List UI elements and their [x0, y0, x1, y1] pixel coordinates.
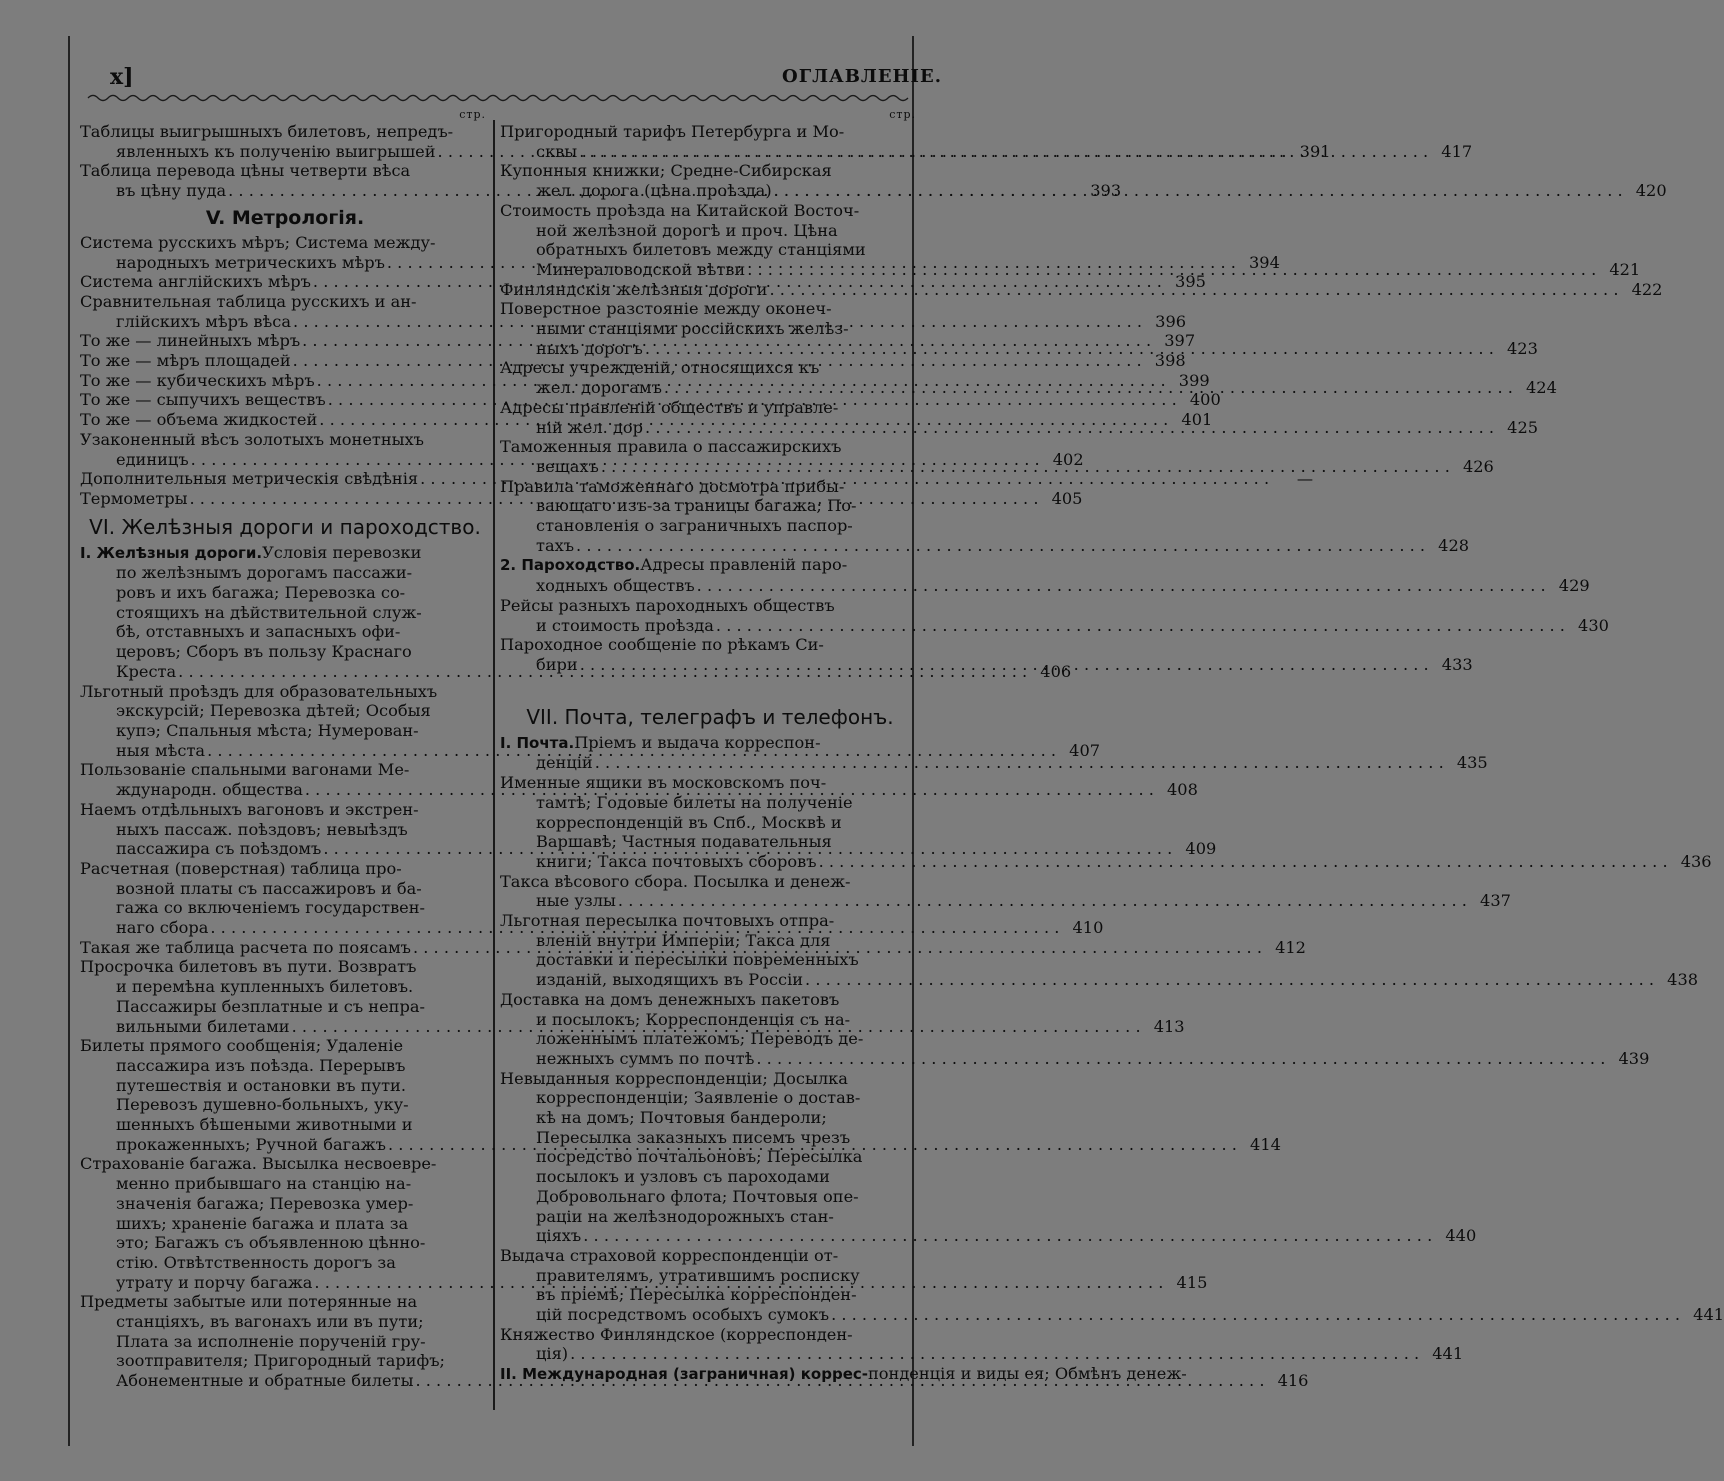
toc-entry-line	[500, 1069, 920, 1089]
toc-page-number: —	[1296, 469, 1314, 489]
toc-entry-text: стію. Отвѣтственность дорогъ за	[116, 1252, 396, 1272]
toc-entry-line	[500, 891, 1511, 911]
toc-entry-line	[500, 596, 920, 616]
toc-entry-text: То же — кубическихъ мѣръ	[80, 370, 315, 390]
toc-entry	[500, 555, 1590, 596]
toc-entry-text: ждународн. общества	[116, 780, 303, 800]
toc-entry-line	[80, 957, 490, 977]
toc-entry-line	[80, 1312, 490, 1332]
toc-entry-line	[80, 1351, 490, 1371]
toc-page-number: 420	[1635, 181, 1667, 201]
toc-entry-line	[80, 898, 490, 918]
toc-subsection-keyword: I. Желѣзныя дороги.	[80, 543, 263, 562]
toc-entry-line	[80, 1214, 490, 1234]
toc-entry-text: бѣ, отставныхъ и запасныхъ офи-	[116, 622, 401, 642]
toc-entry-line	[500, 1147, 920, 1167]
toc-entry-line	[80, 543, 490, 564]
toc-entry-line	[80, 1154, 490, 1174]
toc-entry-line	[500, 851, 1712, 872]
toc-entry-text: посылокъ и узловъ съ пароходами	[536, 1167, 830, 1187]
toc-page-number: 402	[1052, 449, 1084, 469]
toc-entry-line	[500, 911, 920, 931]
toc-entry-text: доставки и пересылки повременныхъ	[536, 950, 859, 970]
toc-entry-line	[500, 1305, 1724, 1325]
toc-entry-line	[500, 990, 920, 1010]
toc-entry-text: наго сбора	[116, 918, 209, 938]
toc-entry-line	[80, 701, 490, 721]
toc-entry-line	[500, 1029, 920, 1049]
toc-page-number: 428	[1438, 535, 1470, 555]
toc-entry-line	[80, 1233, 490, 1253]
toc-entry-text: ныхъ пассаж. поѣздовъ; невыѣздъ	[116, 819, 408, 839]
toc-entry-text: Правила таможеннаго досмотра прибы-	[500, 476, 845, 496]
leader-dots	[576, 536, 1425, 556]
toc-page-number: 440	[1445, 1226, 1477, 1246]
toc-entry-text: Расчетная (поверстная) таблица про-	[80, 858, 402, 878]
toc-entry-text: Адресы правленій обществъ и управле-	[500, 397, 839, 417]
toc-entry-text: возной платы съ пассажировъ и ба-	[116, 878, 422, 898]
toc-entry	[500, 1364, 1187, 1385]
toc-entry-line	[500, 1048, 1650, 1069]
toc-entry-text: Варшавѣ; Частныя подавательныя	[536, 832, 832, 852]
toc-page-number: 398	[1154, 351, 1186, 371]
toc-entry-line	[500, 496, 920, 516]
toc-entry-text: единицъ	[116, 449, 189, 469]
toc-subsection-keyword: II. Международная (заграничная) коррес-	[500, 1365, 868, 1384]
toc-entry-text: сквы	[536, 141, 578, 161]
toc-entry-text: тамтѣ; Годовые билеты на полученіе	[536, 792, 853, 812]
toc-entry-line	[80, 1174, 490, 1194]
toc-page-number: 391	[1299, 141, 1331, 161]
toc-entry-text: Адресы правленій паро-	[640, 555, 848, 575]
toc-page-number: 430	[1578, 615, 1609, 635]
toc-entry-text: Пользованіе спальными вагонами Ме-	[80, 760, 410, 780]
toc-entry-text: ходныхъ обществъ	[536, 576, 695, 596]
toc-entry-line	[80, 800, 490, 820]
leader-dots	[716, 616, 1565, 636]
toc-entry-line	[500, 1108, 920, 1128]
toc-entry-line	[80, 122, 490, 142]
toc-entry-text: Перевозъ душевно-больныхъ, уку-	[116, 1095, 409, 1115]
toc-entry-line	[500, 122, 920, 142]
leader-dots	[747, 260, 1596, 280]
toc-page-number: 441	[1432, 1344, 1464, 1364]
toc-entry	[500, 871, 1511, 911]
toc-entry-line	[500, 931, 920, 951]
toc-entry-text: Финляндскія желѣзныя дороги	[500, 279, 768, 299]
toc-entry-text: ные узлы	[536, 891, 616, 911]
toc-entry-line	[500, 733, 920, 754]
toc-page-number: 441	[1693, 1305, 1724, 1325]
leader-dots	[583, 1226, 1432, 1246]
toc-page-number: 435	[1456, 753, 1488, 773]
toc-page-number: 429	[1558, 576, 1590, 596]
toc-entry-text: станціяхъ, въ вагонахъ или въ пути;	[116, 1312, 424, 1332]
toc-entry-line	[80, 233, 490, 253]
toc-entry-text: Поверстное разстояніе между оконеч-	[500, 299, 832, 319]
toc-entry-text: Страхованіе багажа. Высылка несвоевре-	[80, 1154, 437, 1174]
toc-entry-text: нежныхъ суммъ по почтѣ	[536, 1048, 755, 1068]
toc-entry-text: ными станціями россійскихъ желѣз-	[536, 319, 849, 339]
toc-entry-text: вленій внутри Имперіи; Такса для	[536, 930, 831, 950]
leader-dots	[819, 852, 1668, 872]
toc-page-number: 410	[1072, 918, 1104, 938]
toc-entry-line	[80, 682, 490, 702]
toc-page-number: 416	[1277, 1371, 1309, 1391]
toc-entry-line	[500, 1187, 920, 1207]
toc-entry-text: ныя мѣста	[116, 740, 206, 760]
toc-entry-line	[500, 872, 920, 892]
toc-entry-text: Наемъ отдѣльныхъ вагоновъ и экстрен-	[80, 799, 419, 819]
toc-page-number: 405	[1051, 488, 1083, 508]
toc-page-number: 415	[1176, 1272, 1208, 1292]
toc-page-number: 406	[1040, 661, 1072, 681]
leader-dots	[579, 142, 1428, 162]
toc-page-number: 436	[1680, 851, 1712, 871]
toc-entry-text: жел. дорогамъ	[536, 378, 662, 398]
toc-entry-text: купэ; Спальныя мѣста; Нумерован-	[116, 720, 419, 740]
toc-entry-text: раціи на желѣзнодорожныхъ стан-	[536, 1206, 834, 1226]
section-heading-v: V. Метрологія.	[205, 206, 365, 229]
toc-entry-line	[80, 1076, 490, 1096]
toc-entry-line	[500, 753, 1488, 773]
toc-entry-text: утрату и порчу багажа	[116, 1272, 313, 1292]
toc-entry-text: жел. дорога (цѣна проѣзда)	[536, 181, 772, 201]
toc-entry-text: Купонныя книжки; Средне-Сибирская	[500, 161, 832, 181]
leader-dots	[831, 1305, 1680, 1325]
toc-entry-line	[80, 820, 490, 840]
toc-entry-text: пассажира съ поѣздомъ	[116, 839, 322, 859]
toc-entry-text: менно прибывшаго на станцію на-	[116, 1174, 412, 1194]
toc-page-number: 409	[1185, 839, 1217, 859]
page-label-str: стр.	[459, 108, 486, 121]
toc-entry-line	[80, 1115, 490, 1135]
toc-entry-text: вещахъ	[536, 456, 599, 476]
toc-entry-text: пассажира изъ поѣзда. Перерывъ	[116, 1055, 406, 1075]
toc-entry-line	[500, 1128, 920, 1148]
toc-entry-line	[500, 1207, 920, 1227]
toc-page-number: 423	[1506, 338, 1538, 358]
toc-entry-text: обратныхъ билетовъ между станціями	[536, 240, 866, 260]
toc-entry-text: Система русскихъ мѣръ; Система между-	[80, 232, 436, 252]
toc-entry-text: Льготная пересылка почтовыхъ отпра-	[500, 911, 835, 931]
toc-entry-line	[500, 813, 920, 833]
toc-page-number: 422	[1631, 279, 1663, 299]
toc-entry-text: ній жел. дор	[536, 417, 644, 437]
toc-page-number: 399	[1178, 370, 1210, 390]
toc-entry-text: Пароходное сообщеніе по рѣкамъ Си-	[500, 635, 824, 655]
toc-entry-line	[500, 240, 920, 260]
toc-entry-line	[80, 583, 490, 603]
toc-entry-text: Пригородный тарифъ Петербурга и Мо-	[500, 122, 845, 141]
toc-entry-text: То же — сыпучихъ веществъ	[80, 390, 326, 410]
toc-entry-text: Билеты прямого сообщенія; Удаленіе	[80, 1036, 404, 1056]
toc-entry-text: Просрочка билетовъ въ пути. Возвратъ	[80, 957, 417, 977]
toc-entry-text: народныхъ метрическихъ мѣръ	[116, 252, 385, 272]
toc-page-number: 421	[1609, 259, 1641, 279]
toc-entry-text: вильными билетами	[116, 1016, 290, 1036]
toc-entry-line	[80, 563, 490, 583]
toc-subsection-keyword: I. Почта.	[500, 733, 575, 752]
toc-entry-text: цій посредствомъ особыхъ сумокъ	[536, 1305, 830, 1325]
toc-entry-line	[500, 555, 920, 576]
toc-entry-line	[80, 1036, 490, 1056]
toc-entry-text: экскурсій; Перевозка дѣтей; Особыя	[116, 701, 431, 721]
toc-entry-line	[80, 642, 490, 662]
toc-entry-text: тахъ	[536, 535, 575, 555]
section-heading-vi: VI. Желѣзныя дороги и пароходство.	[89, 514, 481, 539]
leader-dots	[774, 181, 1623, 201]
toc-entry-line	[500, 319, 920, 339]
toc-entry-line	[500, 221, 920, 241]
toc-page-number: 394	[1249, 252, 1280, 272]
toc-page-number: 438	[1667, 970, 1699, 990]
toc-entry-text: церовъ; Сборъ въ пользу Краснаго	[116, 642, 412, 662]
toc-entry-text: ложеннымъ платежомъ; Переводъ де-	[536, 1029, 864, 1049]
toc-entry-line	[80, 879, 490, 899]
toc-entry-text: Таможенныя правила о пассажирскихъ	[500, 437, 842, 457]
leader-dots	[618, 891, 1467, 911]
section-heading-vii: VII. Почта, телеграфъ и телефонъ.	[526, 704, 894, 729]
toc-entry-text: Такая же таблица расчета по поясамъ	[80, 937, 411, 957]
toc-entry-text: и стоимость проѣзда	[536, 615, 714, 635]
toc-entry-text: Условія перевозки	[262, 542, 422, 562]
toc-entry-text: вающаго изъ-за границы багажа; По-	[536, 496, 857, 516]
toc-entry-line	[80, 1332, 490, 1352]
toc-entry	[500, 595, 1609, 635]
toc-entry-line	[500, 535, 1470, 556]
toc-entry-line	[500, 1344, 1464, 1364]
toc-entry-line	[500, 201, 920, 221]
toc-entry-line	[500, 950, 920, 970]
toc-entry-text: Рейсы разныхъ пароходныхъ обществъ	[500, 595, 835, 615]
toc-entry-text: Доставка на домъ денежныхъ пакетовъ	[500, 989, 840, 1009]
leader-dots	[570, 1344, 1419, 1364]
toc-entry-text: То же — линейныхъ мѣръ	[80, 331, 301, 351]
toc-entry-text: Предметы забытые или потерянные на	[80, 1292, 418, 1312]
toc-entry-line	[80, 292, 490, 312]
toc-entry-text: Княжество Финляндское (корреспонден-	[500, 1324, 853, 1344]
toc-entry-line	[80, 430, 490, 450]
toc-entry-line	[80, 1292, 490, 1312]
page-label-str: стр.	[889, 108, 916, 121]
toc-page-number: 407	[1069, 740, 1101, 760]
toc-entry-text: бири	[536, 654, 578, 674]
toc-entry-text: Стоимость проѣзда на Китайской Восточ-	[500, 200, 860, 220]
toc-entry-line	[500, 832, 920, 852]
toc-entry-text: гажа со включеніемъ государствен-	[116, 898, 426, 918]
toc-entry-text: корреспонденціи; Заявленіе о достав-	[536, 1088, 861, 1108]
toc-entry-text: правителямъ, утратившимъ росписку	[536, 1265, 860, 1285]
toc-entry-line	[80, 997, 490, 1017]
toc-entry-text: стоящихъ на дѣйствительной служ-	[116, 602, 422, 622]
leader-dots	[645, 339, 1494, 359]
toc-entry-line	[80, 622, 490, 642]
toc-page-number: 437	[1480, 891, 1511, 911]
wavy-rule-ornament	[88, 92, 908, 104]
toc-page-number: 439	[1618, 1048, 1650, 1068]
toc-entry-text: Таблицы выигрышныхъ билетовъ, непредъ-	[80, 122, 454, 141]
toc-entry-text: и посылокъ; Корреспонденція съ на-	[536, 1009, 851, 1029]
toc-entry-text: это; Багажъ съ объявленною цѣнно-	[116, 1233, 426, 1253]
toc-entry-line	[80, 1095, 490, 1115]
toc-page-number: 395	[1175, 272, 1206, 292]
running-title: ОГЛАВЛЕНІЕ.	[782, 66, 942, 87]
toc-page-number: 412	[1275, 937, 1306, 957]
toc-page-number: 393	[1090, 181, 1122, 201]
toc-page-number: 408	[1167, 780, 1198, 800]
toc-entry-line	[500, 1285, 920, 1305]
toc-entry-text: путешествія и остановки въ пути.	[116, 1075, 406, 1095]
toc-entry-line	[80, 859, 490, 879]
toc-entry-line	[500, 635, 920, 655]
toc-entry-line	[500, 793, 920, 813]
toc-entry-line	[500, 437, 920, 457]
toc-entry-text: зоотправителя; Пригородный тарифъ;	[116, 1351, 445, 1371]
toc-entry-text: Термометры	[80, 488, 188, 508]
toc-page-number: 400	[1189, 390, 1221, 410]
toc-entry-text: книги; Такса почтовыхъ сборовъ	[536, 851, 817, 871]
toc-entry-text: въ цѣну пуда	[116, 181, 227, 201]
toc-entry-line	[500, 1364, 1187, 1385]
toc-entry-text: посредство почтальоновъ; Пересылка	[536, 1147, 863, 1167]
toc-page-number: 426	[1462, 456, 1494, 476]
toc-entry-line	[500, 299, 920, 319]
toc-entry-text: Адресы учрежденій, относящихся къ	[500, 358, 820, 378]
toc-entry-text: Такса вѣсового сбора. Посылка и денеж-	[500, 871, 851, 891]
toc-page-number: 433	[1441, 654, 1473, 674]
toc-page-number: 417	[1441, 141, 1473, 161]
toc-entry-text: Именные ящики въ московскомъ поч-	[500, 773, 827, 793]
toc-entry-text: Абонементные и обратные билеты	[116, 1371, 414, 1391]
toc-subsection-keyword: 2. Пароходство.	[500, 556, 641, 575]
toc-entry-line	[80, 1253, 490, 1273]
toc-entry-text: денцій	[536, 753, 593, 773]
toc-entry-line	[500, 1246, 920, 1266]
leader-dots	[601, 457, 1450, 477]
toc-entry-text: Льготный проѣздъ для образовательныхъ	[80, 681, 438, 701]
toc-entry-text: шихъ; храненіе багажа и плата за	[116, 1213, 409, 1233]
toc-entry-text: изданій, выходящихъ въ Россіи	[536, 970, 804, 990]
toc-entry-text: Креста	[116, 661, 177, 681]
toc-page-number: 414	[1250, 1134, 1281, 1154]
toc-page-number: 425	[1507, 417, 1539, 437]
toc-entry-line	[500, 1167, 920, 1187]
toc-entry-line	[500, 1226, 1477, 1246]
toc-entry-line	[500, 161, 920, 181]
leader-dots	[580, 655, 1429, 675]
leader-dots	[664, 378, 1513, 398]
toc-entry-text: по желѣзнымъ дорогамъ пассажи-	[116, 563, 413, 583]
toc-entry-text: Пересылка заказныхъ писемъ чрезъ	[536, 1127, 851, 1147]
leader-dots	[805, 970, 1654, 990]
toc-entry-line	[80, 760, 490, 780]
toc-entry-text: Узаконенный вѣсъ золотыхъ монетныхъ	[80, 429, 424, 449]
leader-dots	[769, 280, 1618, 300]
toc-entry-line	[500, 1266, 920, 1286]
toc-entry-text: кѣ на домъ; Почтовыя бандероли;	[536, 1108, 827, 1128]
toc-entry-line	[500, 358, 920, 378]
toc-entry-text: Невыданныя корреспонденціи; Досылка	[500, 1068, 848, 1088]
toc-entry-text: въ пріемѣ; Пересылка корреспонден-	[536, 1285, 857, 1305]
toc-entry-text: Добровольнаго флота; Почтовыя опе-	[536, 1186, 859, 1206]
toc-entry-line	[500, 1325, 920, 1345]
toc-entry-text: То же — мѣръ площадей	[80, 351, 291, 371]
toc-entry-line	[500, 615, 1609, 636]
leader-dots	[645, 418, 1494, 438]
toc-entry-text: ной желѣзной дорогѣ и проч. Цѣна	[536, 220, 838, 240]
toc-entry-line	[500, 1010, 920, 1030]
toc-entry-line	[500, 576, 1590, 596]
leader-dots	[595, 753, 1444, 773]
toc-entry-line	[80, 721, 490, 741]
toc-entry-text: Сравнительная таблица русскихъ и ан-	[80, 291, 417, 311]
toc-entry-line	[500, 516, 920, 536]
toc-page-number: 397	[1164, 331, 1196, 351]
toc-page-number: 396	[1155, 311, 1187, 331]
toc-entry-text: Пассажиры безплатные и съ непра-	[116, 996, 425, 1016]
toc-entry-text: Таблица перевода цѣны четверти вѣса	[80, 161, 411, 181]
leader-dots	[756, 1049, 1605, 1069]
toc-entry-text: Плата за исполненіе порученій гру-	[116, 1331, 426, 1351]
toc-entry-line	[80, 977, 490, 997]
toc-entry-text: прокаженныхъ; Ручной багажъ	[116, 1134, 386, 1154]
toc-entry-line	[500, 1088, 920, 1108]
leader-dots	[697, 576, 1546, 596]
page-number: x]	[110, 64, 134, 90]
toc-entry-line	[80, 1056, 490, 1076]
toc-entry-text: Минераловодской вѣтви	[536, 259, 746, 279]
toc-entry-line	[500, 398, 920, 418]
toc-entry-text: ровъ и ихъ багажа; Перевозка со-	[116, 583, 406, 603]
toc-page-number: 413	[1153, 1016, 1185, 1036]
toc-entry-text: Пріемъ и выдача корреспон-	[574, 732, 821, 752]
toc-entry-text: понденція и виды ея; Обмѣнъ денеж-	[868, 1364, 1187, 1384]
toc-entry-line	[80, 161, 490, 181]
toc-entry-line	[80, 603, 490, 623]
toc-entry-text: и перемѣна купленныхъ билетовъ.	[116, 977, 414, 997]
toc-entry-text: Дополнительныя метрическія свѣдѣнія	[80, 469, 419, 489]
toc-entry-line	[500, 477, 920, 497]
toc-entry-text: ціяхъ	[536, 1226, 582, 1246]
toc-entry-text: становленія о заграничныхъ паспор-	[536, 516, 853, 536]
toc-entry-line	[500, 970, 1699, 990]
toc-entry	[500, 1324, 1464, 1364]
toc-page-number: 401	[1181, 410, 1213, 430]
toc-entry-line	[500, 773, 920, 793]
toc-entry-text: То же — объема жидкостей	[80, 410, 318, 430]
toc-page-number: 424	[1526, 378, 1557, 398]
toc-entry-text: шенныхъ бѣшеными животными и	[116, 1115, 413, 1135]
toc-entry-text: Система англійскихъ мѣръ	[80, 272, 311, 292]
toc-entry-text: явленныхъ къ полученію выигрышей	[116, 141, 436, 161]
toc-entry-text: ція)	[536, 1344, 569, 1364]
toc-entry-text: значенія багажа; Перевозка умер-	[116, 1193, 414, 1213]
toc-entry-text: Выдача страховой корреспонденціи от-	[500, 1245, 839, 1265]
toc-entry-text: ныхъ дорогъ	[536, 338, 643, 358]
toc-entry-line	[80, 1194, 490, 1214]
toc-entry-text: корреспонденцій въ Спб., Москвѣ и	[536, 812, 842, 832]
toc-entry-text: глійскихъ мѣръ вѣса	[116, 311, 292, 331]
